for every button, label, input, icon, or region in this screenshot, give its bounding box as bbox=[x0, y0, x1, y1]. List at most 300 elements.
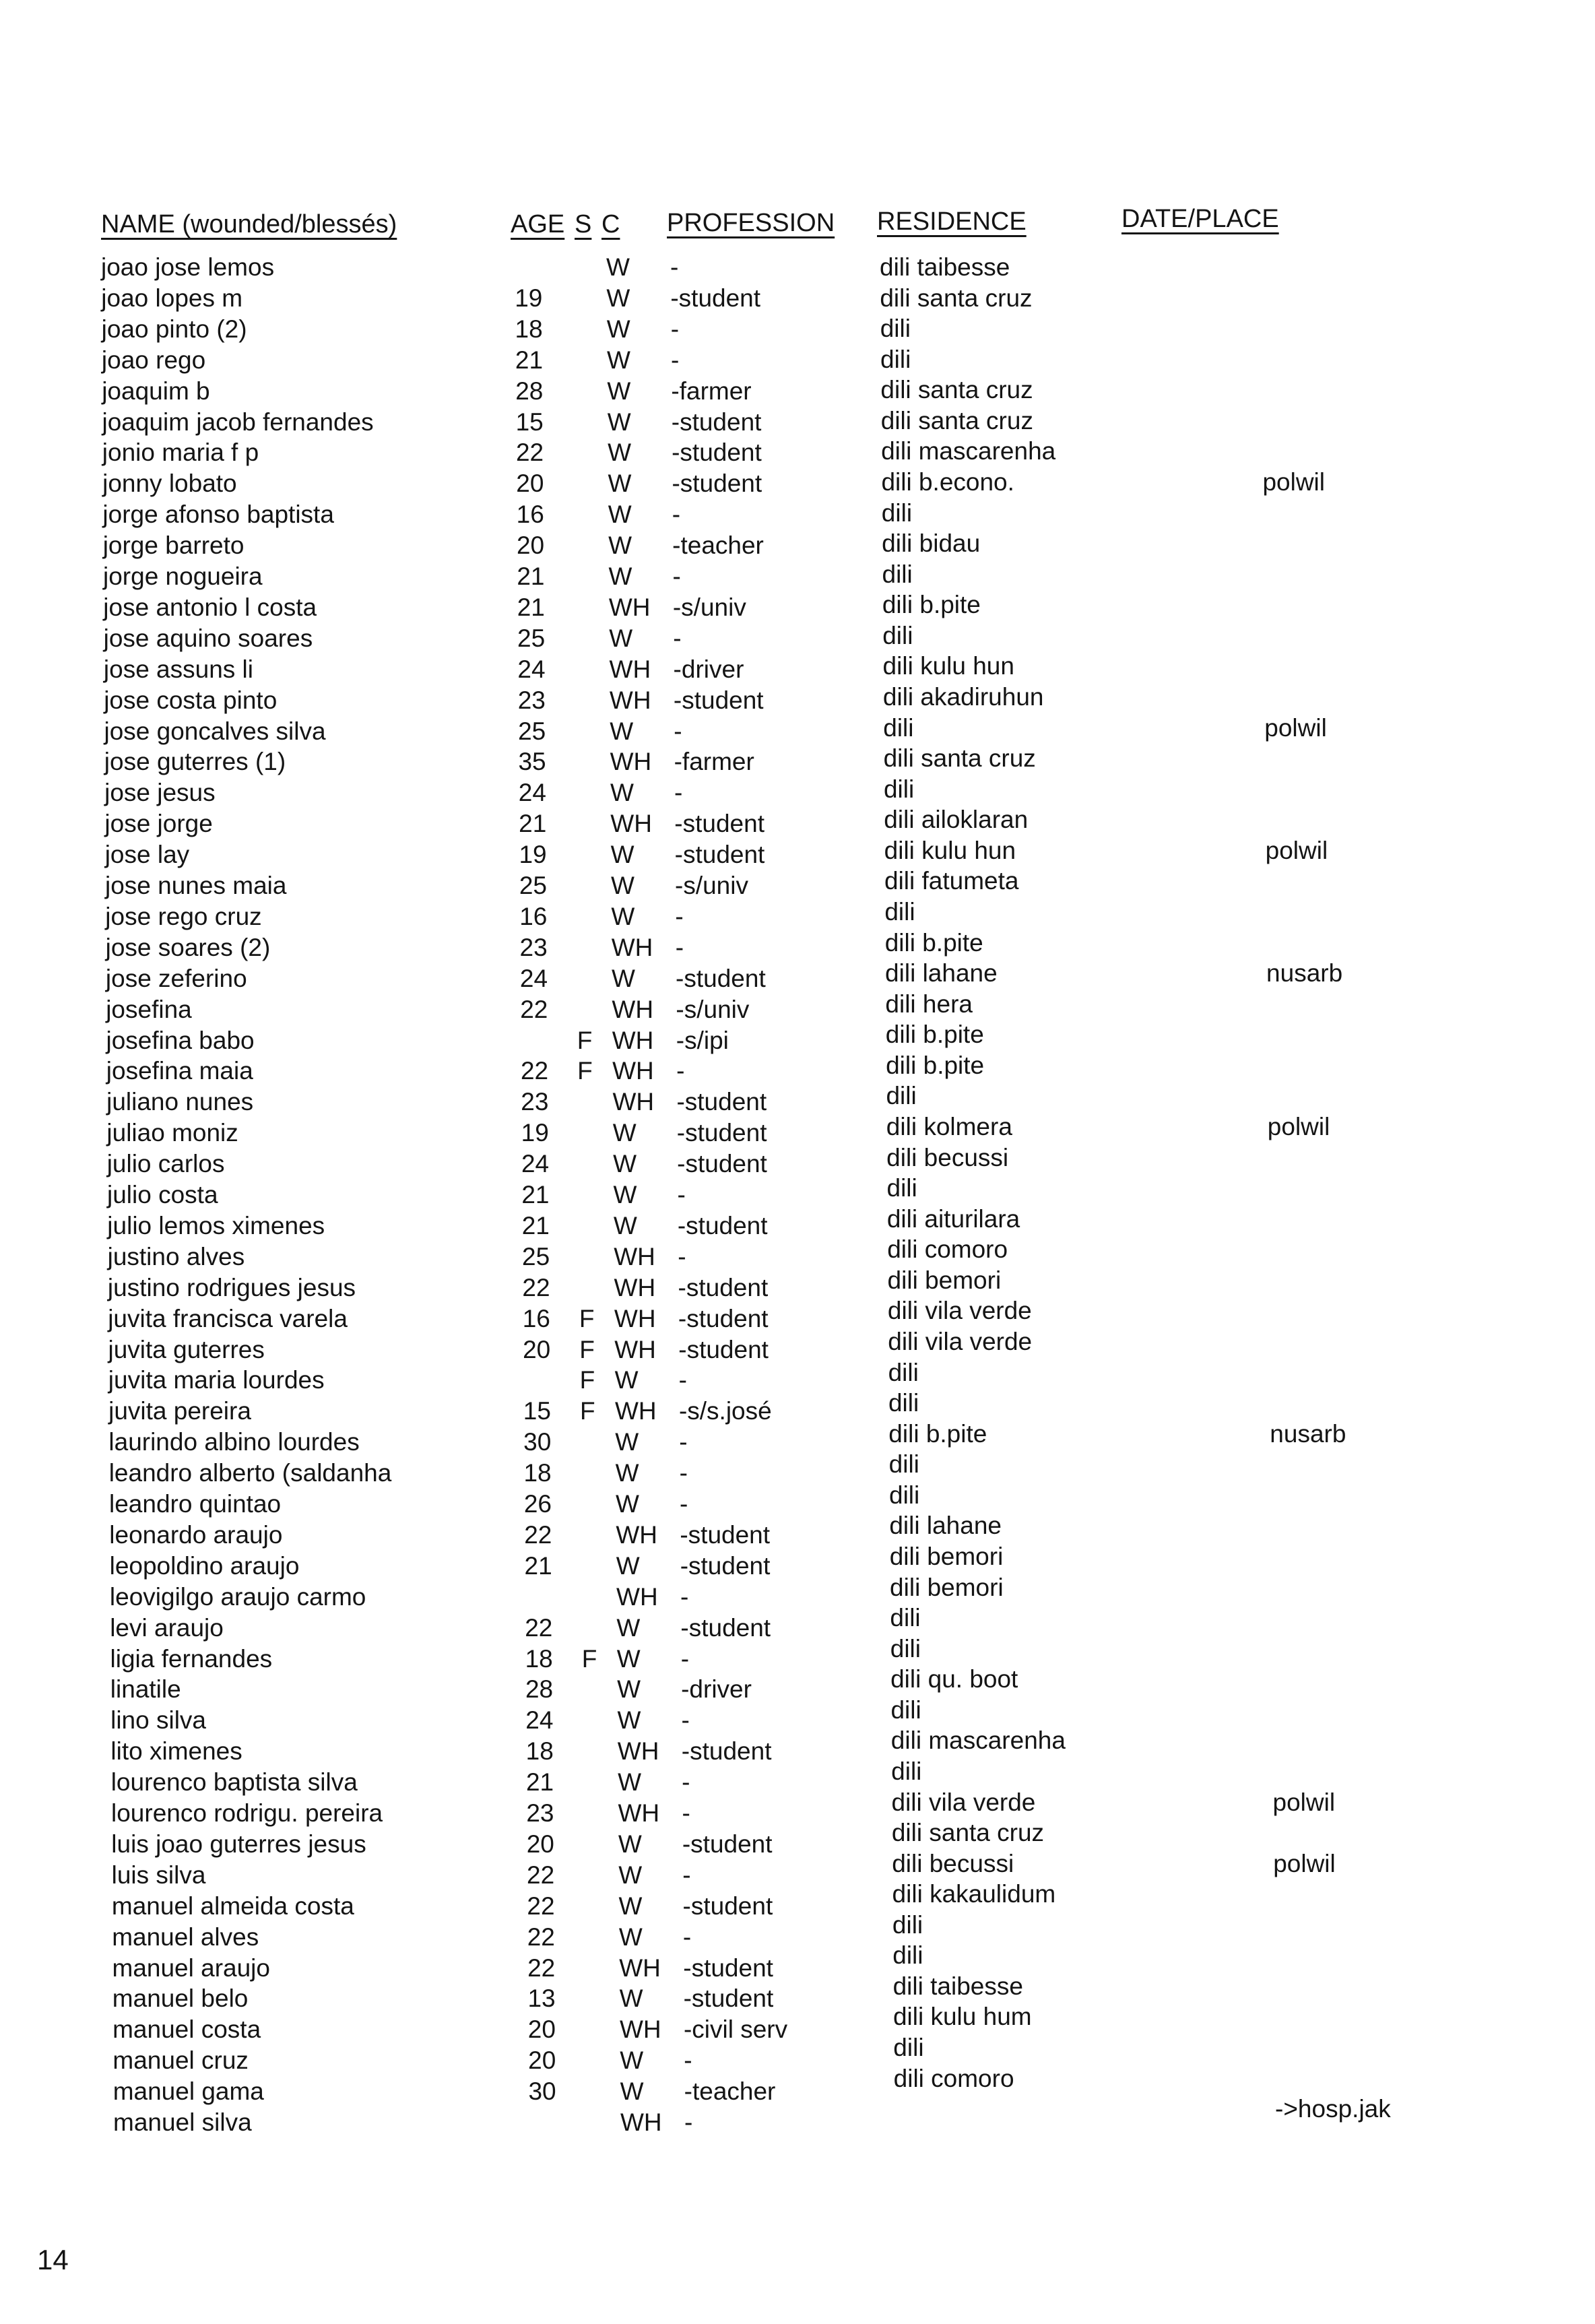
cell-condition: W bbox=[615, 1459, 639, 1487]
cell-residence: dili santa cruz bbox=[880, 406, 1033, 434]
cell-sex: F bbox=[579, 1335, 595, 1363]
cell-condition: W bbox=[613, 1150, 637, 1178]
cell-residence: dili b.pite bbox=[884, 928, 983, 957]
cell-residence: dili bbox=[890, 1696, 921, 1724]
cell-name: julio lemos ximenes bbox=[107, 1211, 325, 1239]
cell-condition: WH bbox=[611, 933, 653, 961]
cell-condition: W bbox=[616, 1490, 639, 1518]
cell-age: 24 bbox=[518, 779, 546, 807]
cell-condition: W bbox=[616, 1551, 640, 1580]
header-name: NAME (wounded/blessés) bbox=[101, 210, 397, 238]
cell-condition: WH bbox=[609, 686, 651, 714]
cell-profession: -farmer bbox=[674, 748, 754, 776]
cell-condition: WH bbox=[619, 2015, 661, 2044]
cell-date-place: polwil bbox=[1272, 1788, 1336, 1816]
cell-condition: W bbox=[607, 408, 631, 436]
cell-name: joao rego bbox=[101, 346, 206, 374]
cell-name: lito ximenes bbox=[110, 1737, 242, 1766]
cell-condition: W bbox=[609, 624, 633, 652]
cell-condition: W bbox=[616, 1613, 641, 1642]
cell-date-place: polwil bbox=[1273, 1849, 1336, 1877]
cell-age: 24 bbox=[525, 1706, 554, 1735]
cell-age: 25 bbox=[518, 717, 546, 745]
cell-age: 22 bbox=[524, 1520, 552, 1549]
cell-condition: W bbox=[610, 717, 634, 745]
cell-name: juvita francisca varela bbox=[108, 1304, 348, 1332]
cell-profession: - bbox=[680, 1582, 689, 1611]
cell-profession: -student bbox=[678, 1335, 769, 1363]
cell-name: jose jesus bbox=[104, 779, 216, 807]
cell-age: 21 bbox=[521, 1211, 550, 1239]
cell-name: jorge nogueira bbox=[103, 562, 263, 590]
cell-residence: dili bemori bbox=[889, 1542, 1004, 1570]
cell-name: leandro alberto (saldanha bbox=[108, 1459, 392, 1487]
cell-condition: WH bbox=[616, 1582, 658, 1611]
cell-age: 22 bbox=[527, 1892, 555, 1920]
cell-age: 26 bbox=[523, 1490, 552, 1518]
cell-profession: - bbox=[682, 1923, 692, 1951]
cell-profession: -student bbox=[681, 1737, 772, 1766]
cell-residence: dili comoro bbox=[887, 1235, 1008, 1264]
cell-condition: W bbox=[618, 1861, 643, 1889]
cell-residence: dili bbox=[881, 498, 913, 527]
cell-sex: F bbox=[581, 1644, 597, 1673]
cell-age: 23 bbox=[517, 686, 546, 714]
cell-sex: F bbox=[579, 1366, 595, 1394]
cell-profession: - bbox=[672, 562, 681, 590]
cell-condition: WH bbox=[610, 748, 652, 776]
cell-age: 15 bbox=[515, 408, 544, 436]
cell-residence: dili taibesse bbox=[880, 253, 1010, 281]
cell-residence: dili bbox=[888, 1450, 919, 1479]
cell-name: juvita pereira bbox=[108, 1397, 251, 1425]
cell-condition: WH bbox=[620, 2108, 662, 2136]
cell-condition: WH bbox=[614, 1335, 656, 1363]
cell-name: manuel silva bbox=[113, 2108, 252, 2136]
cell-age: 19 bbox=[519, 841, 547, 869]
cell-name: levi araujo bbox=[110, 1613, 224, 1642]
cell-age: 24 bbox=[521, 1150, 550, 1178]
cell-residence: dili bbox=[886, 1082, 917, 1110]
cell-profession: - bbox=[682, 1768, 690, 1797]
cell-profession: -s/univ bbox=[676, 995, 750, 1023]
cell-date-place: polwil bbox=[1264, 713, 1327, 742]
cell-residence: dili kulu hun bbox=[884, 836, 1016, 864]
cell-name: juvita guterres bbox=[108, 1335, 265, 1363]
cell-profession: - bbox=[679, 1428, 688, 1456]
cell-sex: F bbox=[579, 1397, 595, 1425]
cell-age: 18 bbox=[515, 315, 543, 343]
cell-age: 23 bbox=[526, 1799, 554, 1827]
cell-name: jose goncalves silva bbox=[104, 717, 326, 745]
cell-age: 20 bbox=[528, 2046, 556, 2075]
cell-condition: WH bbox=[616, 1520, 657, 1549]
cell-condition: WH bbox=[619, 1954, 661, 1982]
cell-sex: F bbox=[577, 1026, 593, 1054]
cell-residence: dili vila verde bbox=[888, 1327, 1033, 1355]
header-condition: C bbox=[601, 210, 620, 238]
cell-date-place: polwil bbox=[1262, 467, 1325, 496]
cell-profession: -student bbox=[673, 686, 764, 714]
cell-residence: dili bbox=[890, 1604, 921, 1632]
cell-condition: W bbox=[606, 315, 630, 343]
cell-profession: - bbox=[681, 1706, 690, 1735]
cell-name: jose zeferino bbox=[105, 964, 247, 992]
cell-condition: W bbox=[606, 284, 630, 312]
cell-name: lino silva bbox=[110, 1706, 206, 1735]
cell-age: 22 bbox=[527, 1923, 555, 1951]
cell-profession: - bbox=[678, 1366, 687, 1394]
cell-name: jose aquino soares bbox=[103, 624, 313, 652]
cell-profession: -student bbox=[677, 1211, 768, 1239]
header-profession: PROFESSION bbox=[667, 209, 835, 237]
cell-profession: -driver bbox=[681, 1675, 752, 1704]
cell-name: jose costa pinto bbox=[104, 686, 278, 714]
cell-profession: -student bbox=[682, 1892, 773, 1920]
cell-condition: W bbox=[613, 1181, 637, 1208]
cell-name: justino rodrigues jesus bbox=[107, 1273, 356, 1301]
cell-name: manuel costa bbox=[112, 2015, 261, 2044]
cell-name: manuel gama bbox=[112, 2077, 264, 2106]
cell-condition: W bbox=[612, 964, 635, 992]
cell-profession: -student bbox=[680, 1551, 771, 1580]
cell-profession: -s/univ bbox=[672, 593, 746, 621]
cell-profession: -s/s.josé bbox=[678, 1397, 772, 1425]
cell-name: jose soares (2) bbox=[105, 933, 271, 961]
cell-profession: -civil serv bbox=[683, 2015, 788, 2044]
cell-profession: - bbox=[680, 1644, 690, 1673]
cell-profession: - bbox=[675, 902, 684, 930]
cell-age: 18 bbox=[523, 1459, 552, 1487]
cell-name: juliano nunes bbox=[106, 1088, 254, 1116]
cell-residence: dili bbox=[888, 1358, 919, 1386]
cell-date-place: nusarb bbox=[1270, 1419, 1346, 1448]
cell-residence: dili bbox=[890, 1634, 921, 1663]
cell-condition: W bbox=[613, 1211, 637, 1239]
cell-name: joaquim jacob fernandes bbox=[102, 408, 374, 436]
cell-age: 21 bbox=[515, 346, 544, 374]
cell-name: joao jose lemos bbox=[101, 253, 275, 281]
cell-condition: WH bbox=[612, 1088, 655, 1116]
cell-condition: WH bbox=[610, 810, 652, 838]
cell-condition: W bbox=[618, 1768, 642, 1797]
cell-profession: -teacher bbox=[684, 2077, 776, 2106]
cell-residence: dili qu. boot bbox=[890, 1665, 1018, 1693]
cell-name: jose guterres (1) bbox=[104, 748, 286, 776]
cell-name: justino alves bbox=[107, 1242, 245, 1270]
cell-name: jose jorge bbox=[104, 810, 213, 838]
cell-profession: - bbox=[684, 2108, 693, 2136]
cell-condition: W bbox=[608, 501, 632, 529]
cell-name: leopoldino araujo bbox=[109, 1551, 300, 1580]
cell-age: 20 bbox=[516, 470, 544, 498]
cell-sex: F bbox=[577, 1057, 593, 1085]
cell-condition: W bbox=[611, 872, 634, 899]
cell-name: josefina bbox=[106, 995, 192, 1023]
cell-condition: W bbox=[612, 1119, 637, 1147]
cell-profession: - bbox=[670, 315, 680, 343]
cell-profession: - bbox=[674, 717, 682, 745]
cell-condition: WH bbox=[609, 655, 651, 683]
cell-residence: dili bbox=[880, 315, 911, 343]
cell-residence: dili lahane bbox=[885, 959, 998, 988]
cell-age: 19 bbox=[515, 284, 543, 312]
cell-sex: F bbox=[579, 1304, 595, 1332]
cell-name: linatile bbox=[110, 1675, 181, 1704]
cell-residence: dili mascarenha bbox=[890, 1726, 1066, 1755]
page-number: 14 bbox=[37, 2244, 69, 2275]
cell-condition: W bbox=[608, 531, 632, 560]
cell-date-place: polwil bbox=[1265, 836, 1328, 864]
cell-name: julio costa bbox=[107, 1181, 218, 1208]
cell-condition: W bbox=[614, 1366, 639, 1394]
cell-residence: dili bbox=[882, 621, 913, 649]
cell-residence: dili bbox=[880, 345, 911, 373]
cell-condition: W bbox=[608, 470, 632, 498]
cell-name: luis joao guterres jesus bbox=[111, 1830, 366, 1858]
cell-age: 35 bbox=[518, 748, 546, 776]
cell-age: 20 bbox=[523, 1335, 551, 1363]
cell-age: 20 bbox=[526, 1830, 554, 1858]
cell-residence: dili hera bbox=[885, 990, 973, 1018]
cell-name: jose rego cruz bbox=[105, 902, 262, 930]
cell-age: 16 bbox=[519, 902, 548, 930]
cell-profession: - bbox=[670, 253, 679, 281]
cell-residence: dili fatumeta bbox=[884, 867, 1019, 895]
cell-residence: dili santa cruz bbox=[883, 744, 1036, 773]
header-sex: S bbox=[575, 210, 592, 238]
cell-name: jorge afonso baptista bbox=[102, 501, 334, 529]
cell-residence: dili santa cruz bbox=[880, 376, 1033, 404]
cell-name: jonio maria f p bbox=[102, 439, 259, 467]
cell-profession: - bbox=[675, 933, 684, 961]
cell-age: 21 bbox=[517, 562, 545, 590]
cell-condition: W bbox=[607, 377, 631, 405]
cell-residence: dili kakaulidum bbox=[892, 1880, 1056, 1908]
cell-condition: W bbox=[606, 253, 630, 281]
cell-age: 30 bbox=[528, 2077, 556, 2106]
cell-residence: dili kulu hun bbox=[882, 652, 1014, 680]
cell-age: 22 bbox=[520, 1057, 549, 1085]
cell-age: 22 bbox=[527, 1954, 556, 1982]
cell-condition: W bbox=[617, 1706, 641, 1735]
cell-residence: dili bbox=[892, 1910, 923, 1939]
cell-age: 25 bbox=[517, 624, 546, 652]
cell-date-place: ->hosp.jak bbox=[1275, 2095, 1391, 2123]
cell-profession: -driver bbox=[673, 655, 744, 683]
cell-residence: dili bidau bbox=[882, 529, 981, 558]
cell-profession: - bbox=[673, 624, 682, 652]
cell-residence: dili santa cruz bbox=[880, 284, 1033, 312]
cell-condition: W bbox=[615, 1428, 639, 1456]
cell-age: 25 bbox=[522, 1242, 550, 1270]
cell-residence: dili comoro bbox=[893, 2064, 1014, 2092]
cell-profession: -student bbox=[683, 1984, 774, 2013]
cell-condition: WH bbox=[617, 1737, 659, 1766]
cell-name: jose antonio l costa bbox=[103, 593, 317, 621]
cell-residence: dili mascarenha bbox=[881, 437, 1056, 465]
cell-age: 22 bbox=[520, 995, 548, 1023]
cell-profession: -student bbox=[678, 1273, 769, 1301]
cell-condition: W bbox=[608, 562, 632, 590]
cell-age: 22 bbox=[515, 439, 544, 467]
cell-profession: -student bbox=[676, 1119, 767, 1147]
header-age: AGE bbox=[511, 210, 565, 238]
cell-condition: WH bbox=[614, 1304, 656, 1332]
cell-age: 30 bbox=[523, 1428, 552, 1456]
cell-profession: -student bbox=[670, 284, 761, 312]
cell-residence: dili lahane bbox=[889, 1512, 1002, 1540]
cell-age: 23 bbox=[521, 1088, 549, 1116]
cell-profession: -student bbox=[672, 439, 762, 467]
cell-residence: dili akadiruhun bbox=[882, 682, 1044, 711]
cell-residence: dili b.pite bbox=[885, 1021, 984, 1049]
cell-name: luis silva bbox=[111, 1861, 206, 1889]
cell-age: 18 bbox=[525, 1644, 553, 1673]
cell-residence: dili ailoklaran bbox=[884, 806, 1029, 834]
cell-profession: -s/univ bbox=[675, 872, 748, 899]
cell-age: 22 bbox=[527, 1861, 555, 1889]
cell-condition: WH bbox=[614, 1242, 655, 1270]
cell-profession: - bbox=[676, 1057, 685, 1085]
cell-profession: -student bbox=[678, 1304, 769, 1332]
cell-condition: W bbox=[611, 902, 635, 930]
cell-condition: WH bbox=[612, 1057, 654, 1085]
cell-residence: dili bbox=[882, 560, 913, 588]
cell-age: 18 bbox=[525, 1737, 554, 1766]
cell-name: juvita maria lourdes bbox=[108, 1366, 325, 1394]
cell-age: 16 bbox=[522, 1304, 550, 1332]
cell-residence: dili b.pite bbox=[882, 591, 981, 619]
cell-residence: dili b.pite bbox=[886, 1051, 985, 1079]
cell-name: julio carlos bbox=[106, 1150, 225, 1178]
cell-residence: dili bbox=[888, 1389, 919, 1417]
cell-name: ligia fernandes bbox=[110, 1644, 273, 1673]
cell-age: 21 bbox=[521, 1181, 550, 1208]
cell-age: 24 bbox=[519, 964, 548, 992]
cell-age: 23 bbox=[519, 933, 548, 961]
cell-age: 25 bbox=[519, 872, 547, 899]
cell-condition: W bbox=[619, 1984, 643, 2013]
cell-condition: WH bbox=[612, 1026, 654, 1054]
cell-condition: WH bbox=[614, 1273, 656, 1301]
cell-age: 16 bbox=[516, 501, 544, 529]
cell-name: laurindo albino lourdes bbox=[108, 1428, 360, 1456]
cell-profession: -student bbox=[674, 841, 765, 869]
header-date-place: DATE/PLACE bbox=[1121, 205, 1279, 233]
cell-name: josefina maia bbox=[106, 1057, 253, 1085]
cell-residence: dili santa cruz bbox=[891, 1819, 1045, 1847]
cell-name: manuel almeida costa bbox=[111, 1892, 354, 1920]
cell-name: manuel belo bbox=[112, 1984, 249, 2013]
cell-name: leandro quintao bbox=[109, 1490, 282, 1518]
cell-age: 15 bbox=[523, 1397, 551, 1425]
cell-age: 13 bbox=[527, 1984, 556, 2013]
cell-profession: - bbox=[674, 779, 683, 807]
cell-residence: dili bbox=[892, 1941, 923, 1970]
cell-name: lourenco baptista silva bbox=[110, 1768, 358, 1797]
cell-residence: dili bemori bbox=[887, 1266, 1002, 1294]
cell-condition: W bbox=[608, 439, 632, 467]
cell-condition: W bbox=[607, 346, 630, 374]
cell-condition: WH bbox=[608, 593, 651, 621]
cell-condition: W bbox=[617, 1675, 641, 1704]
cell-profession: -student bbox=[683, 1954, 773, 1982]
cell-residence: dili aiturilara bbox=[886, 1204, 1020, 1233]
cell-age: 21 bbox=[524, 1551, 552, 1580]
cell-residence: dili vila verde bbox=[891, 1788, 1036, 1816]
cell-age: 28 bbox=[515, 377, 544, 405]
cell-residence: dili taibesse bbox=[892, 1972, 1023, 2000]
cell-profession: -farmer bbox=[671, 377, 752, 405]
cell-name: joao lopes m bbox=[101, 284, 243, 312]
cell-name: leovigilgo araujo carmo bbox=[109, 1582, 366, 1611]
cell-profession: -student bbox=[676, 964, 766, 992]
cell-profession: -student bbox=[674, 810, 764, 838]
cell-residence: dili bbox=[891, 1757, 922, 1785]
cell-name: jose nunes maia bbox=[105, 872, 287, 899]
cell-profession: -student bbox=[671, 408, 762, 436]
cell-name: lourenco rodrigu. pereira bbox=[111, 1799, 383, 1827]
cell-residence: dili bemori bbox=[890, 1573, 1004, 1601]
cell-condition: WH bbox=[612, 995, 654, 1023]
cell-condition: W bbox=[618, 1923, 643, 1951]
cell-profession: -student bbox=[672, 470, 762, 498]
cell-condition: W bbox=[616, 1644, 641, 1673]
cell-age: 24 bbox=[517, 655, 546, 683]
cell-residence: dili b.econo. bbox=[881, 467, 1014, 496]
cell-name: joao pinto (2) bbox=[101, 315, 247, 343]
cell-name: josefina babo bbox=[106, 1026, 255, 1054]
cell-residence: dili becussi bbox=[886, 1143, 1009, 1171]
cell-profession: - bbox=[677, 1181, 686, 1208]
cell-condition: W bbox=[618, 1830, 642, 1858]
cell-residence: dili bbox=[884, 897, 915, 926]
cell-profession: - bbox=[682, 1799, 690, 1827]
cell-residence: dili bbox=[886, 1174, 917, 1202]
cell-residence: dili kulu hum bbox=[892, 2003, 1032, 2031]
cell-residence: dili b.pite bbox=[888, 1419, 987, 1448]
cell-residence: dili bbox=[893, 2034, 924, 2062]
cell-age: 21 bbox=[519, 810, 547, 838]
cell-profession: - bbox=[678, 1242, 686, 1270]
cell-age: 21 bbox=[525, 1768, 554, 1797]
cell-profession: - bbox=[684, 2046, 692, 2075]
cell-name: manuel araujo bbox=[112, 1954, 270, 1982]
cell-name: manuel cruz bbox=[112, 2046, 249, 2075]
cell-profession: -student bbox=[680, 1520, 771, 1549]
cell-name: leonardo araujo bbox=[109, 1520, 283, 1549]
cell-age: 22 bbox=[525, 1613, 553, 1642]
cell-age: 19 bbox=[521, 1119, 549, 1147]
cell-age: 21 bbox=[517, 593, 545, 621]
cell-profession: -teacher bbox=[672, 531, 764, 560]
cell-name: jonny lobato bbox=[102, 470, 237, 498]
cell-name: jose assuns li bbox=[103, 655, 253, 683]
cell-name: juliao moniz bbox=[106, 1119, 238, 1147]
cell-residence: dili bbox=[883, 775, 915, 803]
cell-age: 20 bbox=[527, 2015, 556, 2044]
header-residence: RESIDENCE bbox=[877, 207, 1027, 236]
cell-condition: W bbox=[610, 841, 634, 869]
cell-age: 28 bbox=[525, 1675, 554, 1704]
cell-age: 22 bbox=[522, 1273, 550, 1301]
cell-profession: -student bbox=[682, 1830, 773, 1858]
cell-condition: W bbox=[618, 1892, 643, 1920]
cell-profession: - bbox=[679, 1459, 688, 1487]
cell-profession: - bbox=[671, 346, 680, 374]
cell-name: joaquim b bbox=[102, 377, 210, 405]
